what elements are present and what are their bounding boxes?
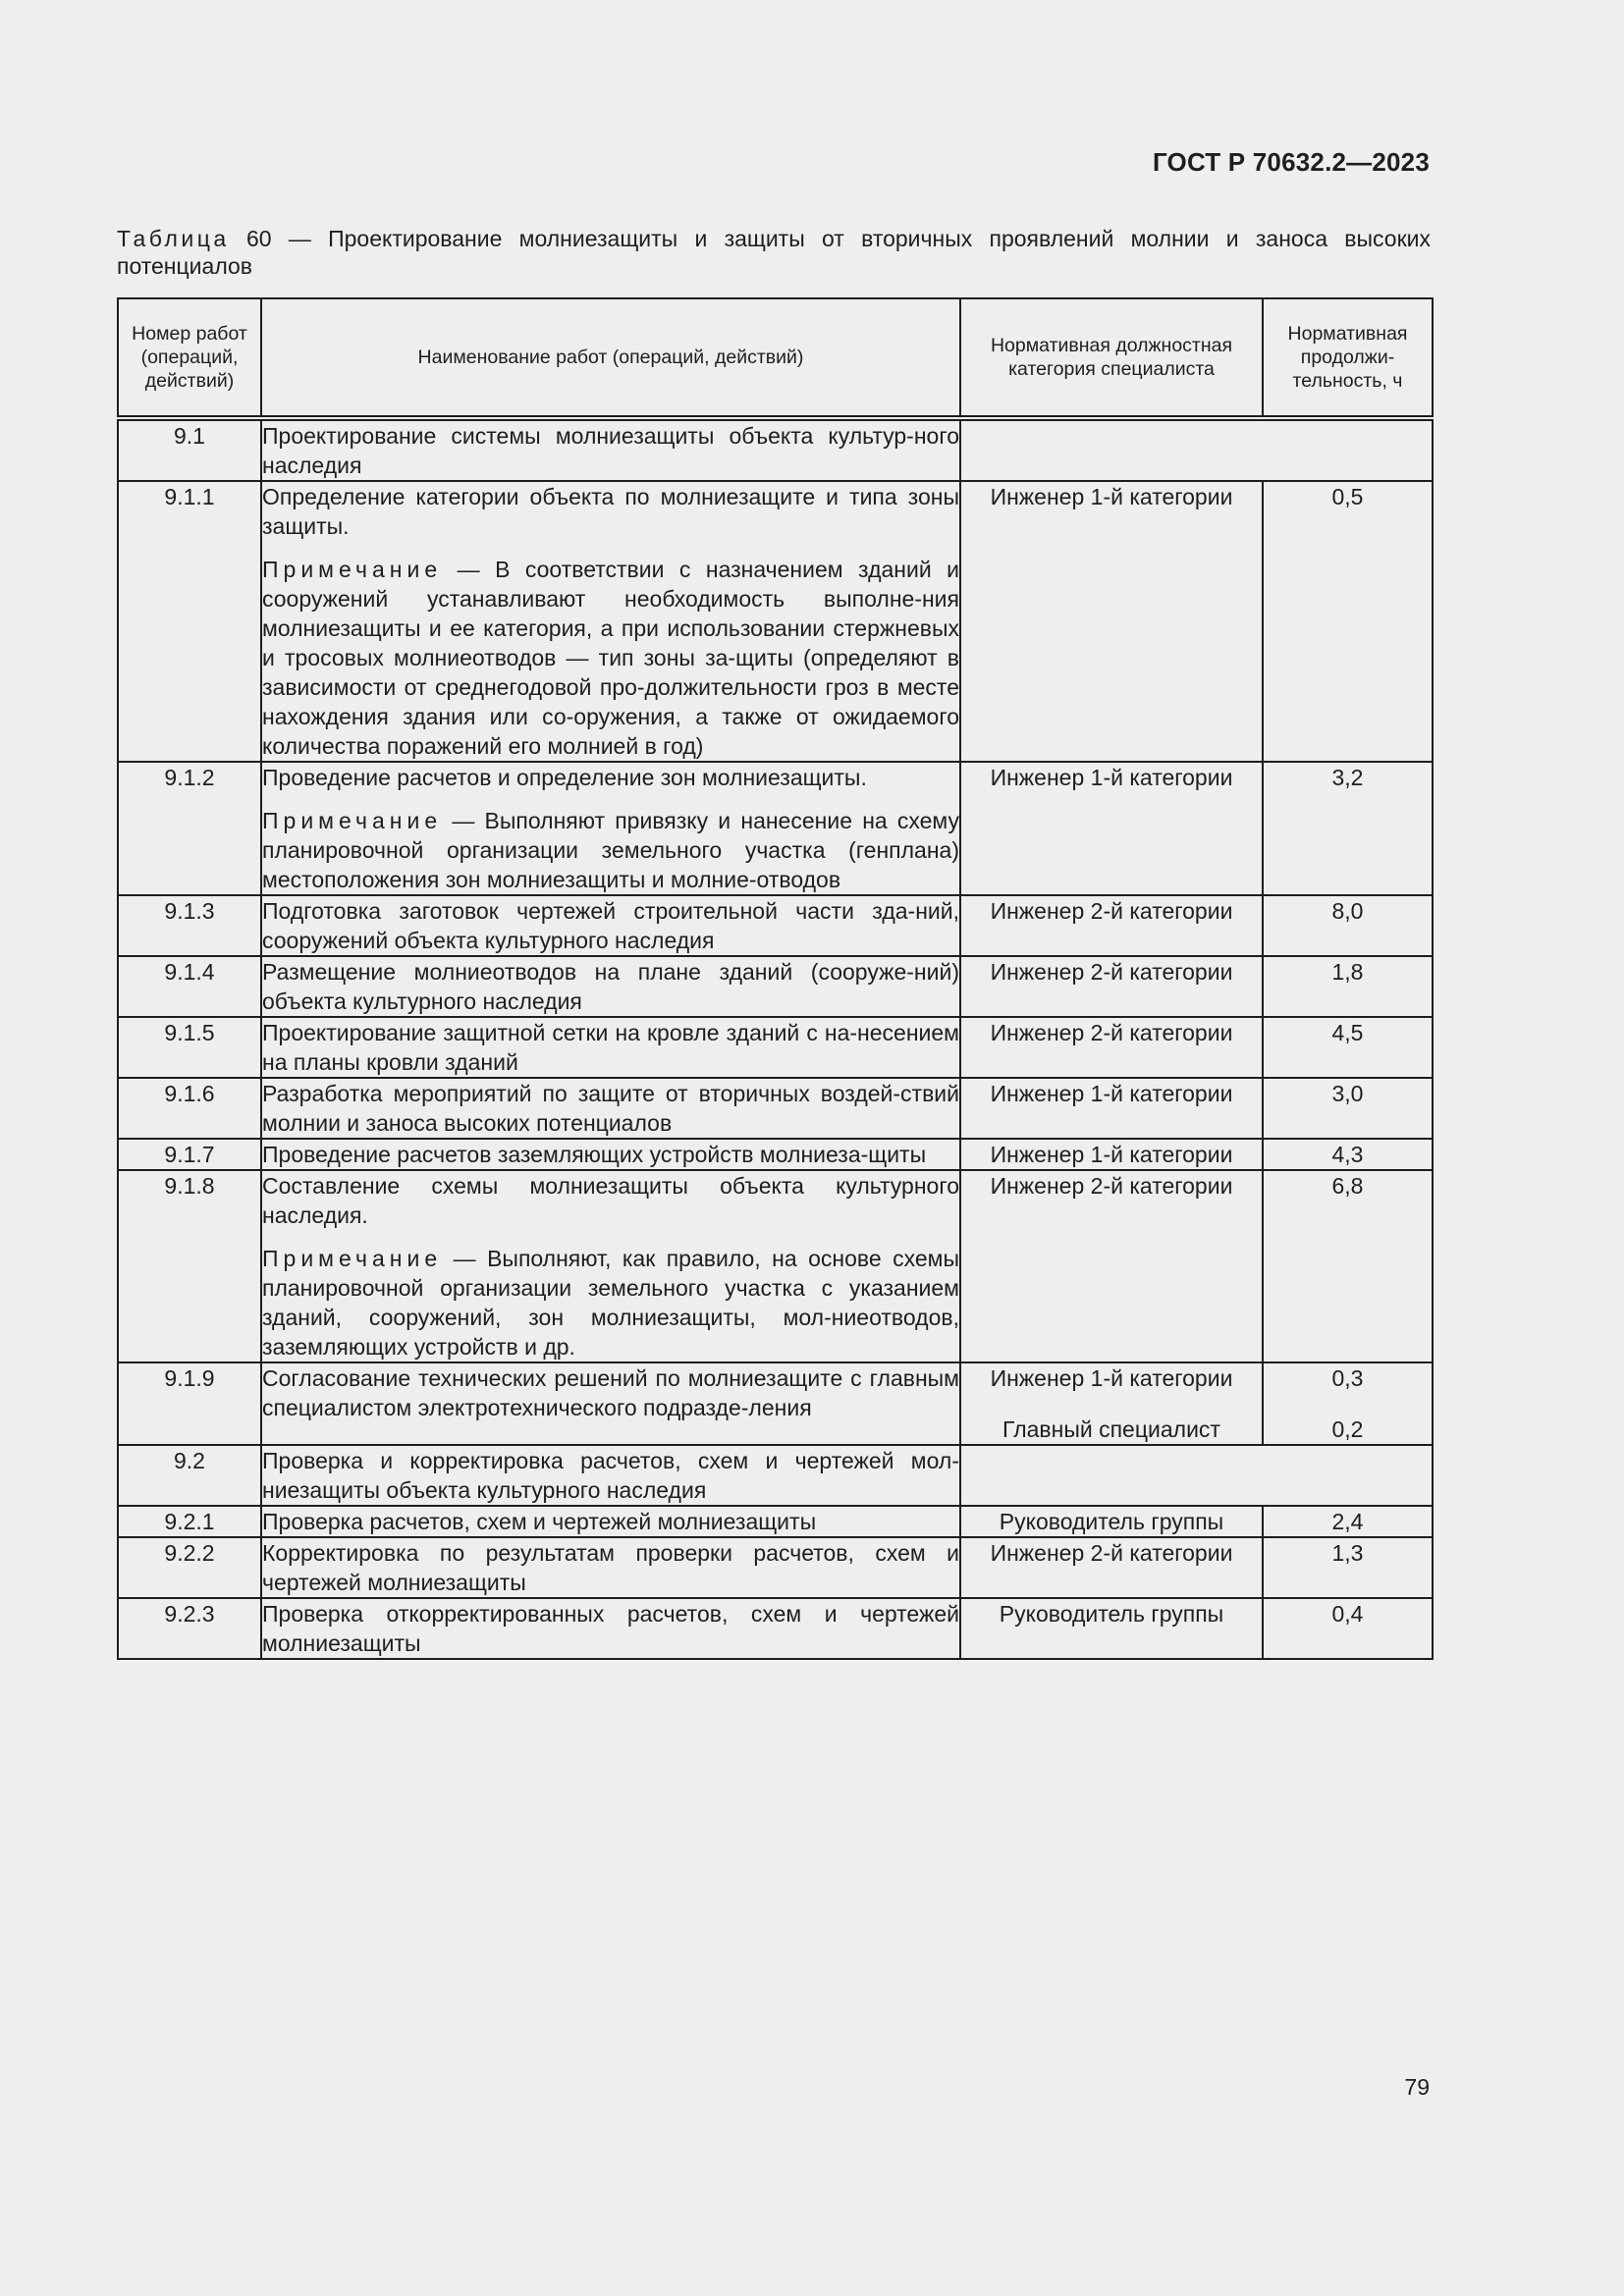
- row-category: Инженер 2-й категории: [960, 895, 1263, 956]
- col-header-category: Нормативная должностная категория специалиста: [960, 298, 1263, 418]
- row-number: 9.1: [118, 418, 261, 481]
- table-row: [118, 1078, 1433, 1139]
- row-name: Проверка откорректированных расчетов, схем и чертежей молниезащиты: [261, 1598, 960, 1659]
- row-category: Инженер 1-й категории: [990, 1365, 1233, 1391]
- row-name: Проектирование системы молниезащиты объекта культур-ного наследия: [261, 418, 960, 481]
- row-note: [262, 806, 959, 894]
- row-duration: 0,4: [1263, 1598, 1433, 1659]
- note-text: — Выполняют, как правило, на основе схемы планировочной организации земельного участка с указанием зданий, сооружений, зон молниезащиты, мол-ниеотводов, заземляющих устройств и др.: [262, 1246, 959, 1360]
- row-duration: 1,3: [1263, 1537, 1433, 1598]
- table-row: [118, 1139, 1433, 1170]
- row-duration: 3,2: [1263, 762, 1433, 895]
- row-name-cell: [261, 481, 960, 762]
- row-empty-cell: [960, 418, 1433, 481]
- row-category: Руководитель группы: [960, 1506, 1263, 1537]
- row-category: Инженер 2-й категории: [960, 1017, 1263, 1078]
- row-number: 9.1.5: [118, 1017, 261, 1078]
- table-row: [118, 1170, 1433, 1362]
- table-row: [118, 1537, 1433, 1598]
- row-category: Инженер 2-й категории: [960, 1170, 1263, 1362]
- row-category: Руководитель группы: [960, 1598, 1263, 1659]
- table-row: [118, 1598, 1433, 1659]
- row-duration: 1,8: [1263, 956, 1433, 1017]
- row-number: 9.1.7: [118, 1139, 261, 1170]
- row-duration: 8,0: [1263, 895, 1433, 956]
- row-name: Подготовка заготовок чертежей строительной части зда-ний, сооружений объекта культурного наследия: [261, 895, 960, 956]
- row-name: Проектирование защитной сетки на кровле зданий с на-несением на планы кровли зданий: [261, 1017, 960, 1078]
- row-duration: 4,5: [1263, 1017, 1433, 1078]
- row-duration: 0,5: [1263, 481, 1433, 762]
- note-label: Примечание: [262, 808, 443, 833]
- row-duration: 4,3: [1263, 1139, 1433, 1170]
- row-duration: 6,8: [1263, 1170, 1433, 1362]
- row-name: Размещение молниеотводов на плане зданий (сооруже-ний) объекта культурного наследия: [261, 956, 960, 1017]
- row-name: Проведение расчетов и определение зон молниезащиты.: [262, 765, 867, 790]
- table-row: [118, 418, 1433, 481]
- table-row: [118, 1506, 1433, 1537]
- row-category-secondary: Главный специалист: [1002, 1416, 1220, 1442]
- row-number: 9.2.3: [118, 1598, 261, 1659]
- row-category: Инженер 1-й категории: [960, 1139, 1263, 1170]
- row-number: 9.2: [118, 1445, 261, 1506]
- row-name: Проведение расчетов заземляющих устройств молниеза-щиты: [261, 1139, 960, 1170]
- row-category: Инженер 1-й категории: [960, 762, 1263, 895]
- row-duration: 0,3: [1331, 1365, 1364, 1391]
- row-note: [262, 1244, 959, 1362]
- col-header-duration: Нормативная продолжи-тельность, ч: [1263, 298, 1433, 418]
- row-number: 9.1.2: [118, 762, 261, 895]
- document-code: ГОСТ Р 70632.2—2023: [1152, 147, 1430, 177]
- row-name: Согласование технических решений по молниезащите с главным специалистом электротехнического подразде-ления: [261, 1362, 960, 1445]
- page-number: 79: [1404, 2074, 1430, 2100]
- row-name-cell: [261, 1170, 960, 1362]
- col-header-name: Наименование работ (операций, действий): [261, 298, 960, 418]
- col-header-number: Номер работ (операций, действий): [118, 298, 261, 418]
- caption-label: Таблица: [117, 226, 230, 251]
- caption-text: 60 — Проектирование молниезащиты и защиты от вторичных проявлений молнии и заноса высоких потенциалов: [117, 226, 1431, 279]
- table-row: [118, 1017, 1433, 1078]
- row-note: [262, 555, 959, 761]
- row-duration-secondary: 0,2: [1331, 1416, 1364, 1442]
- row-number: 9.1.9: [118, 1362, 261, 1445]
- row-name-cell: [261, 762, 960, 895]
- row-duration: 3,0: [1263, 1078, 1433, 1139]
- row-number: 9.2.1: [118, 1506, 261, 1537]
- table-caption: [117, 225, 1431, 280]
- row-number: 9.1.8: [118, 1170, 261, 1362]
- row-name: Проверка и корректировка расчетов, схем и чертежей мол-ниезащиты объекта культурного наследия: [261, 1445, 960, 1506]
- table-row: [118, 1362, 1433, 1445]
- row-name: Разработка мероприятий по защите от вторичных воздей-ствий молнии и заноса высоких потенциалов: [261, 1078, 960, 1139]
- table-row: [118, 1445, 1433, 1506]
- note-label: Примечание: [262, 557, 443, 582]
- row-name: Составление схемы молниезащиты объекта культурного наследия.: [262, 1173, 959, 1228]
- table-header-row: [118, 298, 1433, 418]
- row-name: Проверка расчетов, схем и чертежей молниезащиты: [261, 1506, 960, 1537]
- row-category: Инженер 1-й категории: [960, 1078, 1263, 1139]
- row-number: 9.1.4: [118, 956, 261, 1017]
- row-number: 9.1.1: [118, 481, 261, 762]
- row-category-cell: [960, 1362, 1263, 1445]
- row-number: 9.1.6: [118, 1078, 261, 1139]
- note-text: — Выполняют привязку и нанесение на схему планировочной организации земельного участка (генплана) местоположения зон молниезащиты и молние-отводов: [262, 808, 959, 892]
- row-duration: 2,4: [1263, 1506, 1433, 1537]
- row-category: Инженер 2-й категории: [960, 956, 1263, 1017]
- table-row: [118, 956, 1433, 1017]
- table-row: [118, 762, 1433, 895]
- row-number: 9.2.2: [118, 1537, 261, 1598]
- row-number: 9.1.3: [118, 895, 261, 956]
- row-duration-cell: [1263, 1362, 1433, 1445]
- note-text: — В соответствии с назначением зданий и сооружений устанавливают необходимость выполне-ния молниезащиты и ее категория, а при использовании стержневых и тросовых молниеотводов — тип зоны за-щиты (определяют в зависимости от среднегодовой про-должительности гроз в месте нахождения здания или со-оружения, а также от ожидаемого количества поражений его молнией в год): [262, 557, 959, 759]
- table-row: [118, 895, 1433, 956]
- row-category: Инженер 2-й категории: [960, 1537, 1263, 1598]
- table-row: [118, 481, 1433, 762]
- note-label: Примечание: [262, 1246, 443, 1271]
- row-empty-cell: [960, 1445, 1433, 1506]
- row-name: Определение категории объекта по молниезащите и типа зоны защиты.: [262, 484, 959, 539]
- row-category: Инженер 1-й категории: [960, 481, 1263, 762]
- row-name: Корректировка по результатам проверки расчетов, схем и чертежей молниезащиты: [261, 1537, 960, 1598]
- works-table: [117, 297, 1434, 1660]
